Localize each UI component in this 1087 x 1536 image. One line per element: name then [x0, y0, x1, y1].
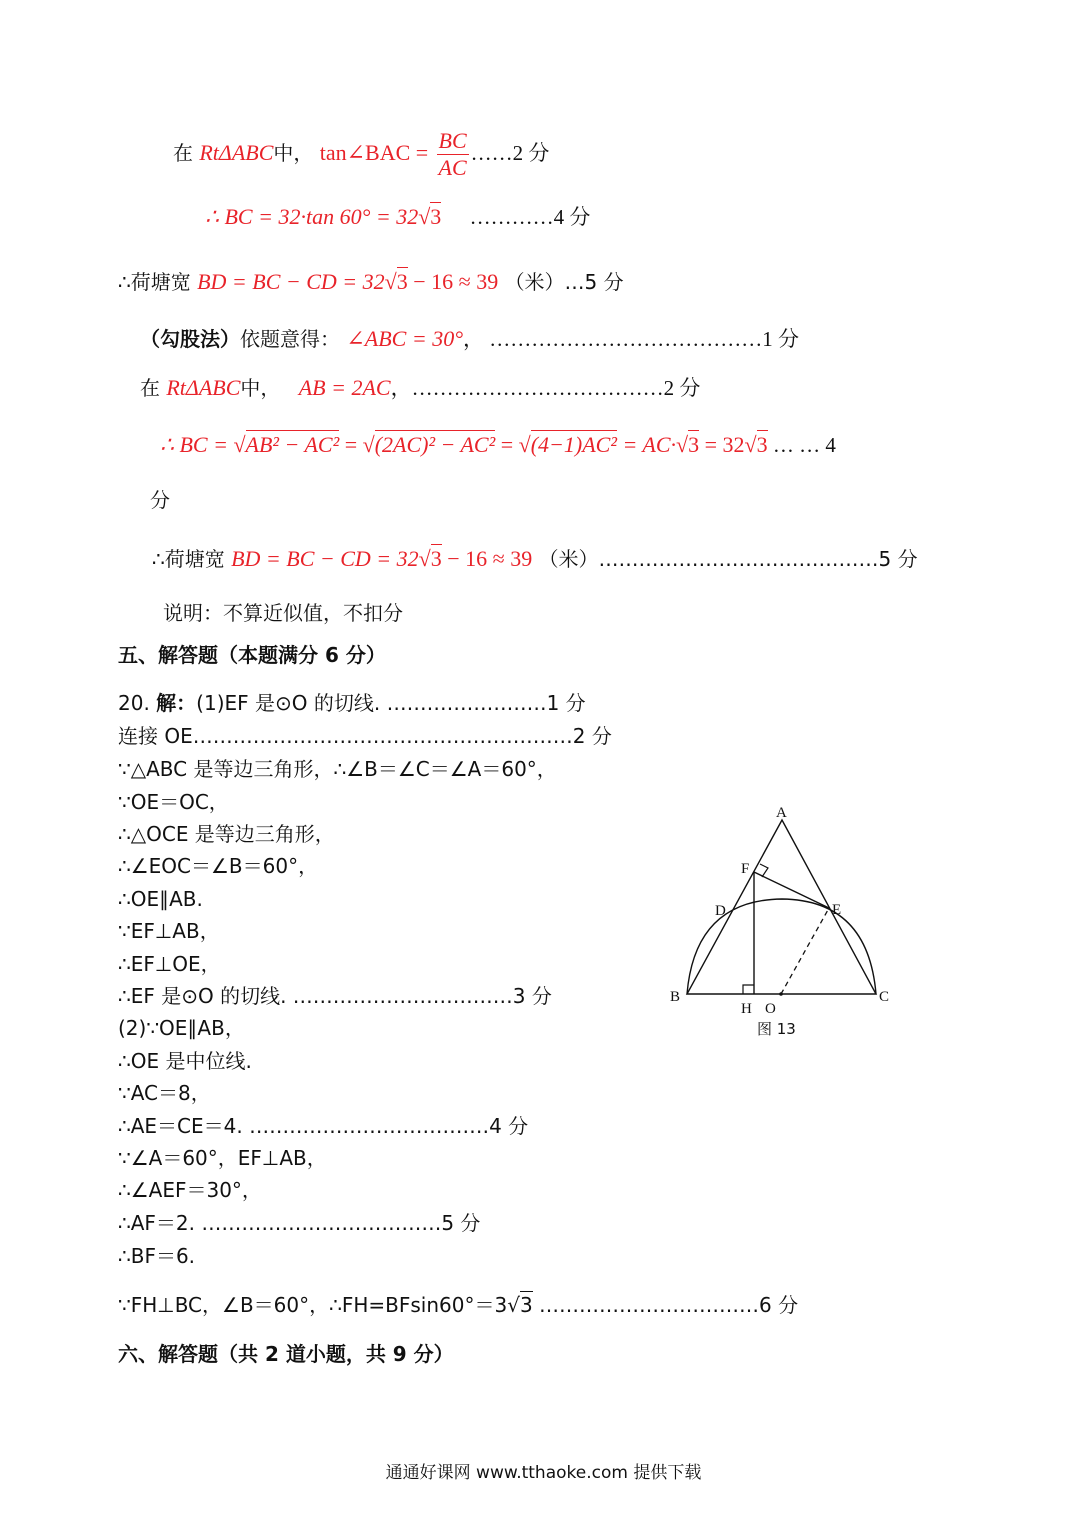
right-angle-mark-h: [743, 985, 754, 994]
figure-caption: 图 13: [757, 1020, 796, 1038]
score: ，………………………………2 分: [390, 376, 701, 400]
denominator: AC: [438, 155, 467, 180]
sqrt-sign: √: [507, 1293, 520, 1317]
math: =: [339, 432, 363, 457]
line-bd-result-2: [152, 548, 918, 570]
problem-20-line-17: ∴AF＝2. ………………………………5 分: [118, 1211, 481, 1235]
sqrt-radicand: (4−1)AC²: [530, 432, 617, 457]
math: BD = BC − CD = 32: [197, 269, 385, 294]
note-line: 说明：不算近似值，不扣分: [163, 601, 403, 625]
sqrt-radicand: (2AC)² − AC²: [374, 432, 496, 457]
line-score-wrap: 分: [150, 488, 170, 512]
sqrt-sign: √: [362, 432, 375, 457]
line-bd-result-1: [118, 271, 624, 293]
math: ∴ BC =: [160, 432, 234, 457]
segment-oe-dashed: [781, 908, 829, 994]
section-6-heading: 六、解答题（共 2 道小题，共 9 分）: [118, 1342, 454, 1366]
math: AB = 2AC: [298, 375, 391, 400]
score: …………4 分: [469, 205, 591, 229]
problem-20-line-15: ∵∠A＝60°，EF⊥AB，: [118, 1146, 327, 1170]
label-b: B: [670, 989, 681, 1005]
math: RtΔABC: [166, 375, 241, 400]
problem-20-line-18: ∴BF＝6.: [118, 1244, 196, 1268]
line-bc-result: [205, 206, 590, 228]
math: =: [495, 432, 519, 457]
fraction: [437, 130, 469, 179]
line-pythagoras-method: [140, 328, 799, 350]
label-f: F: [741, 861, 750, 877]
math: − 16 ≈ 39: [441, 546, 533, 571]
sqrt-radicand: 3: [430, 546, 442, 571]
text: (1)EF 是⊙O 的切线. ……………………1 分: [196, 691, 586, 715]
problem-20-line-12: ∴OE 是中位线.: [118, 1049, 252, 1073]
page-footer: 通通好课网 www.tthaoke.com 提供下载: [385, 1463, 702, 1483]
sqrt-radicand: 3: [519, 1293, 533, 1317]
problem-20-line-7: ∴OE∥AB.: [118, 887, 203, 911]
line-tan-bac: [173, 130, 549, 179]
geometry-figure-13: [665, 805, 905, 1045]
score: （米）…5 分: [504, 270, 624, 294]
math: tan∠BAC =: [319, 140, 429, 165]
problem-20-line-3: ∵△ABC 是等边三角形，∴∠B＝∠C＝∠A＝60°，: [118, 757, 557, 781]
math: = AC·: [616, 432, 676, 457]
problem-20-line-9: ∴EF⊥OE，: [118, 952, 221, 976]
problem-20-line-8: ∵EF⊥AB，: [118, 919, 220, 943]
problem-20-line-1: [118, 693, 586, 713]
problem-20-line-2: 连接 OE…………………………………………………2 分: [118, 724, 612, 748]
label-e: E: [832, 902, 842, 918]
label-o: O: [765, 1001, 776, 1017]
text: ∴荷塘宽: [118, 270, 191, 294]
text: 在: [173, 141, 193, 165]
score: ， …………………………………1 分: [463, 327, 799, 351]
sqrt-sign: √: [518, 432, 531, 457]
score: ……2 分: [470, 141, 550, 165]
sqrt-sign: √: [418, 204, 431, 229]
text: ∵FH⊥BC，∠B＝60°，∴FH=BFsin60°＝3: [118, 1293, 508, 1317]
problem-20-line-5: ∴△OCE 是等边三角形，: [118, 822, 335, 846]
line-ab-2ac: [140, 377, 700, 399]
sqrt-sign: √: [233, 432, 246, 457]
problem-20-line-19: [118, 1295, 798, 1315]
solution-label: 解：: [156, 691, 197, 715]
numerator: BC: [438, 128, 467, 153]
sqrt-sign: √: [418, 546, 431, 571]
text: ∴荷塘宽: [152, 547, 225, 571]
sqrt-radicand: AB² − AC²: [245, 432, 340, 457]
score: （米）……………………………………5 分: [538, 547, 918, 571]
point-o: [779, 992, 783, 996]
sqrt-radicand: 3: [430, 204, 442, 229]
math: BD = BC − CD = 32: [231, 546, 419, 571]
sqrt-sign: √: [676, 432, 689, 457]
score: ……………………………6 分: [539, 1293, 799, 1317]
math: RtΔABC: [199, 140, 274, 165]
label-d: D: [715, 903, 726, 919]
sqrt-sign: √: [384, 269, 397, 294]
text: 在: [140, 376, 160, 400]
sqrt-radicand: 3: [688, 432, 700, 457]
problem-20-line-10: ∴EF 是⊙O 的切线. ……………………………3 分: [118, 984, 552, 1008]
problem-20-line-13: ∵AC＝8，: [118, 1081, 211, 1105]
problem-20-line-11: (2)∵OE∥AB，: [118, 1016, 245, 1040]
problem-number: 20.: [118, 691, 157, 715]
label-a: A: [776, 805, 787, 821]
problem-20-line-14: ∴AE＝CE＝4. ………………………………4 分: [118, 1114, 529, 1138]
label-c: C: [879, 989, 890, 1005]
problem-20-line-6: ∴∠EOC＝∠B＝60°，: [118, 854, 319, 878]
math: ∠ABC = 30°: [346, 326, 463, 351]
problem-20-line-16: ∴∠AEF＝30°，: [118, 1178, 262, 1202]
sqrt-radicand: 3: [756, 432, 768, 457]
section-5-heading: 五、解答题（本题满分 6 分）: [118, 643, 386, 667]
line-bc-pythagoras: [160, 434, 836, 456]
sqrt-radicand: 3: [396, 269, 408, 294]
sqrt-sign: √: [744, 432, 757, 457]
method-label: （勾股法）: [140, 327, 240, 351]
score: … … 4: [767, 433, 836, 457]
math: − 16 ≈ 39: [407, 269, 499, 294]
math: = 32: [699, 432, 745, 457]
math: ∴ BC = 32·tan 60° = 32: [205, 204, 419, 229]
problem-20-line-4: ∵OE＝OC，: [118, 790, 229, 814]
text: 中，: [240, 376, 281, 400]
text: 依题意得：: [240, 327, 340, 351]
segment-fe: [754, 872, 829, 908]
label-h: H: [741, 1001, 752, 1017]
text: 中，: [273, 141, 314, 165]
